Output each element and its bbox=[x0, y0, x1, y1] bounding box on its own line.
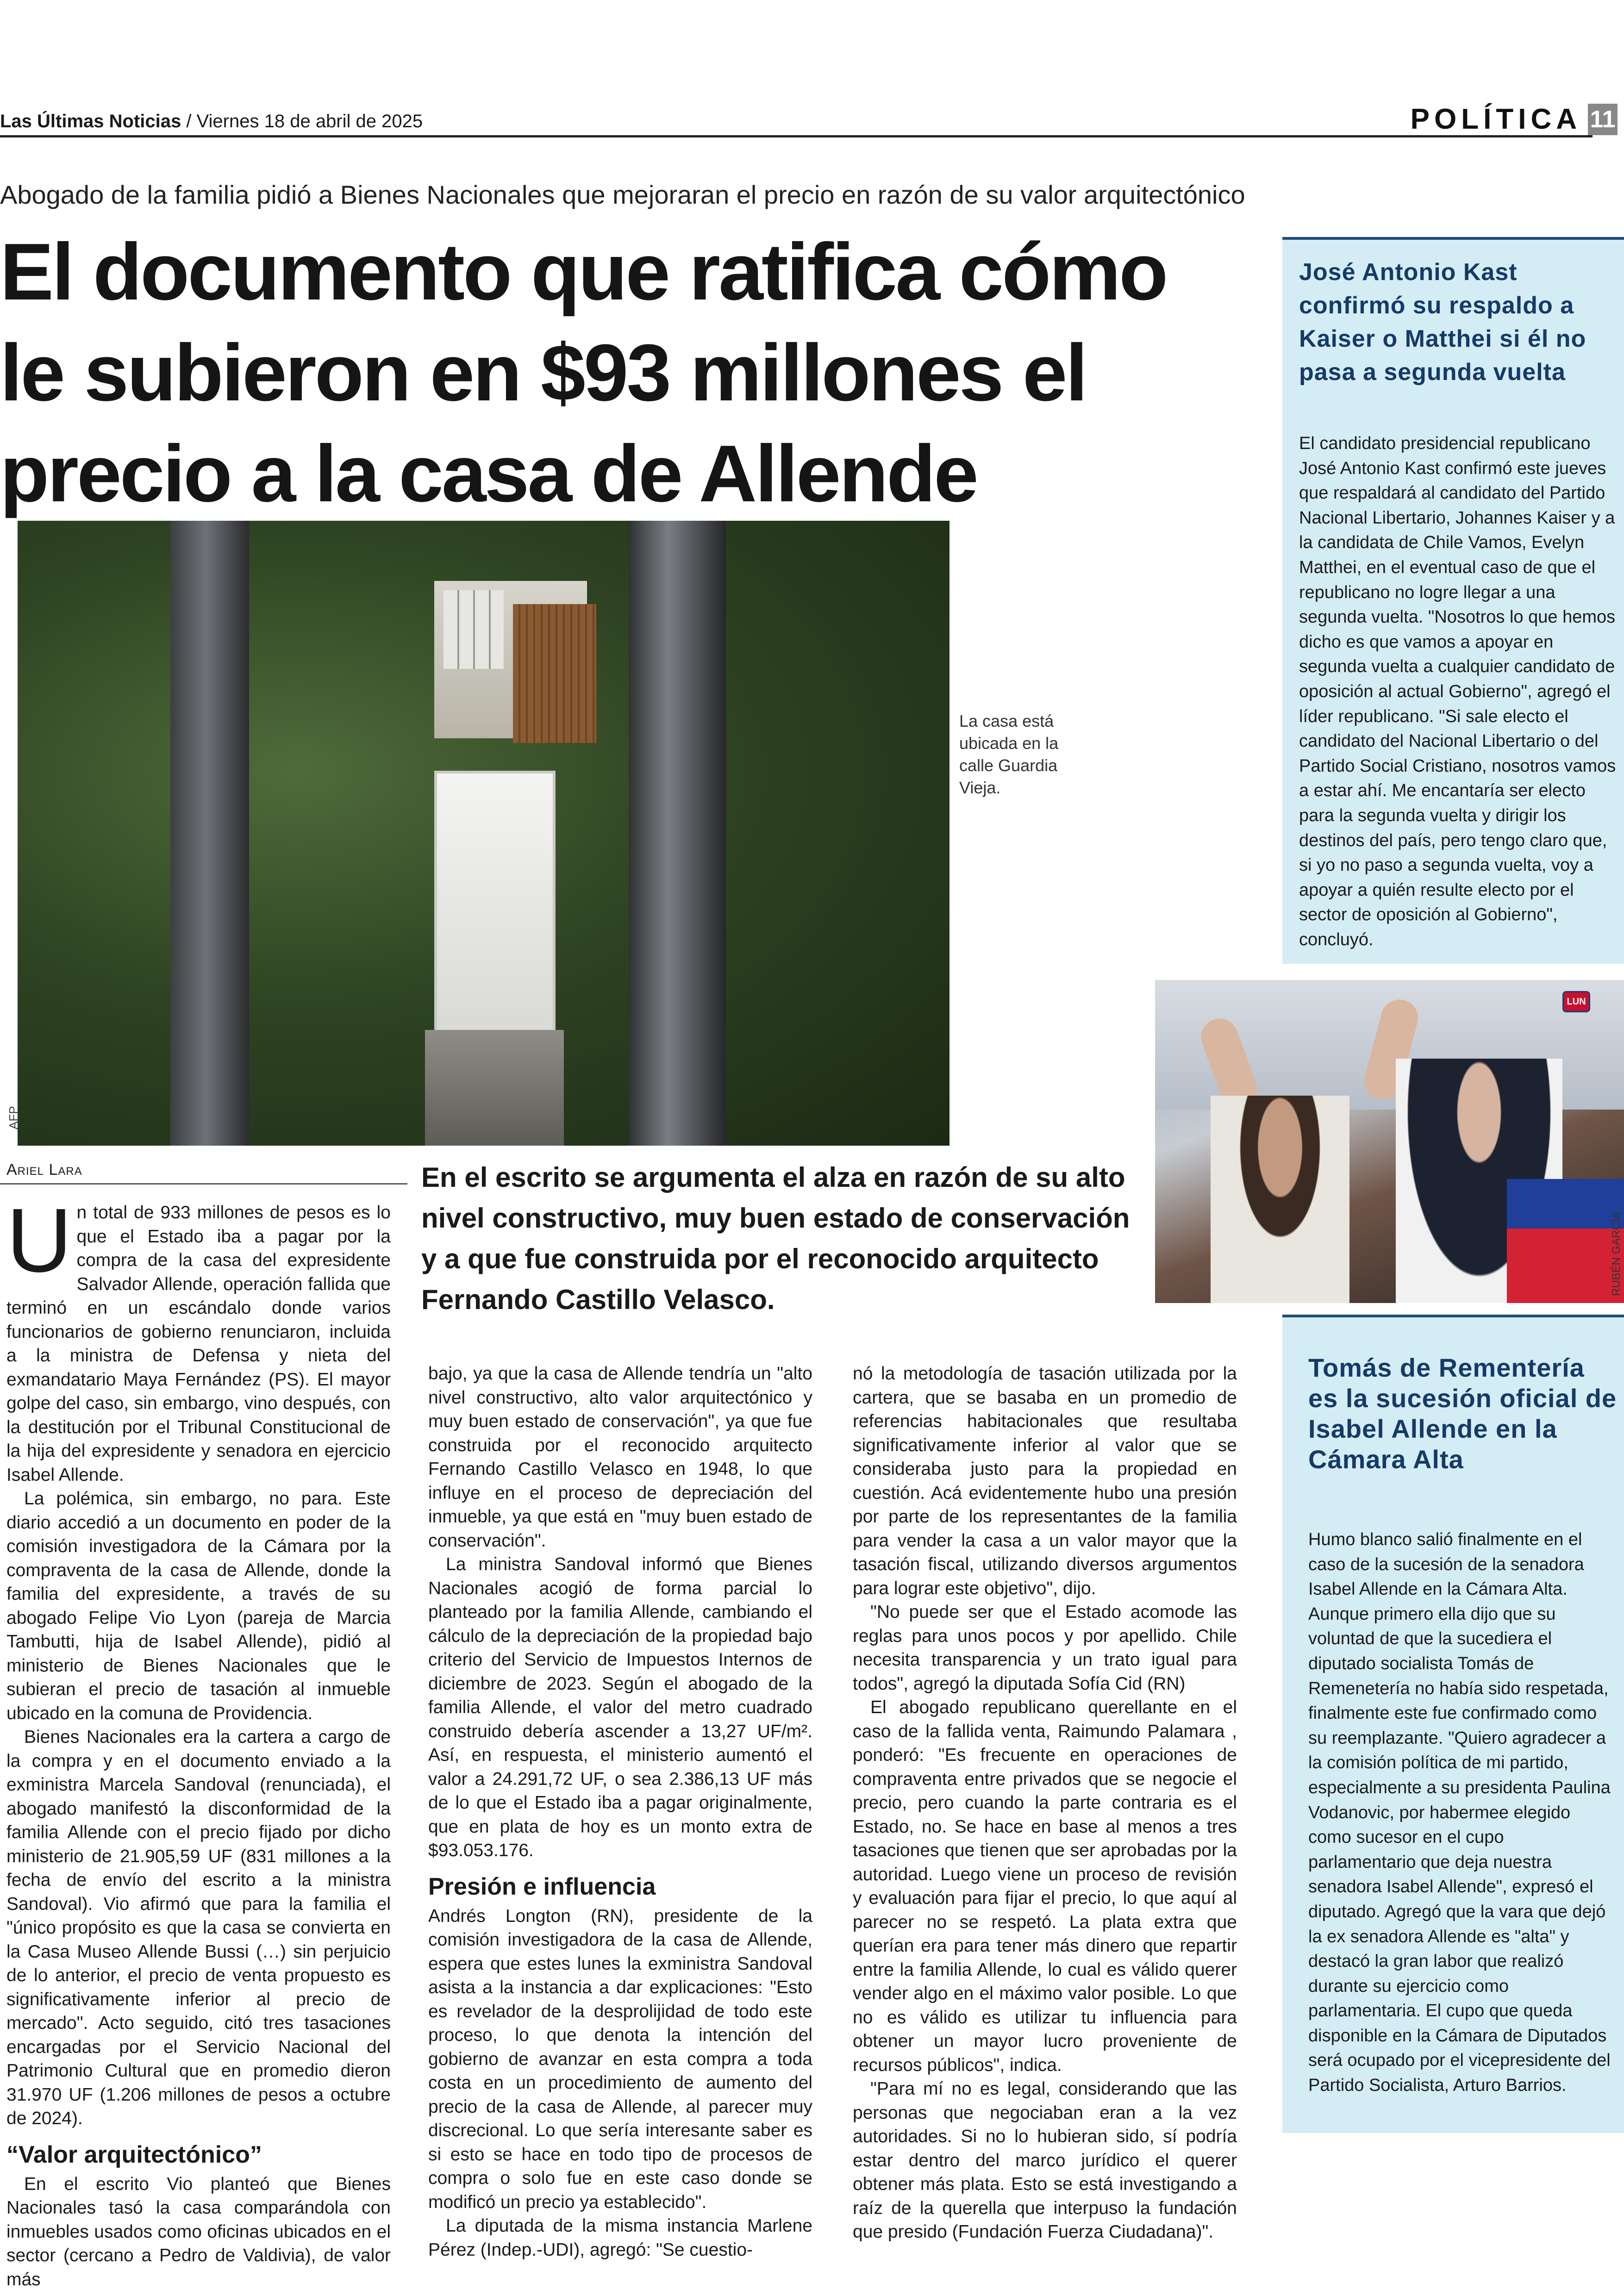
headline-line: El documento que ratifica cómo bbox=[0, 226, 1167, 317]
paragraph: Andrés Longton (RN), presidente de la comisión investigadora de la casa de Allende, espera que estes lunes la exministra Sandoval asista a la instancia a dar explicaciones: "Esto es revelador de la desprolijidad de todo este proceso, lo que denota la intención del gobierno de avanzar en esta compra a toda costa en un procedimiento de aumento del precio de la casa de Allende, al parecer muy discrecional. Lo que sería interesante saber es si esto se hace en todo tipo de procesos de compra o solo fue en este caso donde se modificó un precio ya establecido". bbox=[428, 1906, 812, 2212]
article-column-1 bbox=[6, 1190, 391, 2291]
lun-logo: LUN bbox=[1562, 991, 1590, 1012]
byline: Ariel Lara bbox=[6, 1161, 82, 1179]
sidebar-kast bbox=[1282, 237, 1624, 964]
masthead-line bbox=[0, 111, 423, 132]
paragraph: Un total de 933 millones de pesos es lo que el Estado iba a pagar por la compra de la casa del expresidente Salvador Allende, operación fallida que terminó en un escándalo donde varios funcionarios de gobierno renunciaron, incluida a la ministra de Defensa y nieta del exmandatario Maya Fernández (PS). El mayor golpe del caso, sin embargo, vino después, con la destitución por el Tribunal Constitucional de la hija del expresidente y senadora en ejercicio Isabel Allende. bbox=[6, 1190, 391, 1485]
paragraph: La polémica, sin embargo, no para. Este diario accedió a un documento en poder de la comisión investigadora de la Cámara por la compraventa de la casa de Allende, donde la familia del expresidente, a través de su abogado Felipe Vio Lyon (pareja de Marcia Tambutti, hija de Isabel Allende), pidió al ministerio de Bienes Nacionales que le subieran el precio de tasación al inmueble ubicado en la comuna de Providencia. bbox=[6, 1489, 391, 1723]
photo-caption: La casa está ubicada en la calle Guardia Vieja. bbox=[959, 711, 1059, 797]
photo-credit: RUBÉN GARCÍA bbox=[1610, 1211, 1623, 1296]
paragraph: bajo, ya que la casa de Allende tendría un "alto nivel constructivo, alto valor arquitectónico y muy buen estado de conservación", ya que fue construida por el reconocido arquitecto Fernando Castillo Velasco en 1948, lo que influye en el proceso de depreciación del inmueble, ya que está en "muy buen estado de conservación". bbox=[428, 1364, 812, 1551]
article-column-2 bbox=[428, 1362, 812, 2262]
subheading: Presión e influencia bbox=[428, 1873, 656, 1900]
publication-name: Las Últimas Noticias bbox=[0, 111, 181, 131]
photo-fence-bar bbox=[629, 521, 726, 1146]
paragraph: La ministra Sandoval informó que Bienes Nacionales acogió de forma parcial lo planteado por la familia Allende, cambiando el cálculo de la depreciación de la propiedad bajo criterio del Servicio de Impuestos Internos de diciembre de 2023. Según el abogado de la familia Allende, el valor del metro cuadrado construido debería ascender a 13,27 UF/m². Así, en respuesta, el ministerio aumentó el valor a 24.291,72 UF, o sea 2.386,13 UF más de lo que el Estado iba a pagar originalmente, que en plata de hoy es un monto extra de $93.053.176. bbox=[428, 1554, 812, 1860]
paragraph: En el escrito Vio planteó que Bienes Nacionales tasó la casa comparándola con inmuebles usados como oficinas ubicados en el sector (cercano a Pedro de Valdivia), de valor más bbox=[6, 2174, 391, 2289]
photo-white-door bbox=[434, 771, 556, 1035]
section-name: POLÍTICA bbox=[1410, 103, 1581, 135]
pull-quote: En el escrito se argumenta el alza en razón de su alto nivel constructivo, muy buen estado de conservación y a que fue construida por el reconocido arquitecto Fernando Castillo Velasco. bbox=[421, 1162, 1130, 1315]
photo-window bbox=[443, 590, 504, 669]
sidebar-body: Humo blanco salió finalmente en el caso de la sucesión de la senadora Isabel Allende en la Cámara Alta. Aunque primero ella dijo que su voluntad de que la sucediera el diputado socialista Tomás de Remenetería no había sido respetada, finalmente este fue confirmado como su reemplazante. "Quiero agradecer a la comisión política de mi partido, especialmente a su presidenta Paulina Vodanovic, por habermee elegido como sucesor en el cupo parlamentario que deja nuestra senadora Isabel Allende", expresó el diputado. Agregó que la vara que dejó la ex senadora Allende es "alta" y destacó la gran labor que realizó durante su ejercicio como parlamentaria. El cupo que queda disponible en la Cámara de Diputados será ocupado por el vicepresidente del Partido Socialista, Arturo Barrios. bbox=[1308, 1530, 1611, 2095]
article-kicker: Abogado de la familia pidió a Bienes Nacionales que mejoraran el precio en razón de su valor arquitectónico bbox=[0, 180, 1245, 209]
paragraph: Bienes Nacionales era la cartera a cargo de la compra y en el documento enviado a la exministra Marcela Sandoval (renunciada), el abogado manifestó la disconformidad de la familia Allende con el precio fijado por dicho ministerio de 21.905,59 UF (831 millones a la fecha de envío del escrito a la ministra Sandoval). Vio afirmó que para la familia el "único propósito es que la casa se convierta en la Casa Museo Allende Bussi (…) sin perjuicio de lo anterior, el precio de venta propuesto es significativamente inferior al precio de mercado". Acto seguido, citó tres tasaciones encargadas por el Servicio Nacional del Patrimonio Cultural que en promedio dieron 31.970 UF (1.206 millones de pesos a octubre de 2024). bbox=[6, 1727, 391, 2128]
rally-photo bbox=[1155, 980, 1624, 1303]
paragraph: "No puede ser que el Estado acomode las reglas para unos pocos y por apellido. Chile necesita transparencia y un trato igual para todos", agregó la diputada Sofía Cid (RN) bbox=[853, 1602, 1237, 1694]
sidebar-rementeria bbox=[1282, 1315, 1624, 2133]
headline-line: le subieron en $93 millones el bbox=[0, 327, 1086, 418]
subheading: “Valor arquitectónico” bbox=[6, 2141, 262, 2168]
issue-date: / Viernes 18 de abril de 2025 bbox=[181, 111, 423, 131]
section-header bbox=[1411, 103, 1618, 136]
byline-rule bbox=[0, 1183, 407, 1185]
paragraph: El abogado republicano querellante en el caso de la fallida venta, Raimundo Palamara , ponderó: "Es frecuente en operaciones de compraventa entre privados que se negocie el precio, pero cuando la parte contraria es el Estado, no. Se hace en base al menos a tres tasaciones que tienen que ser aprobadas por la autoridad. Luego viene un proceso de revisión y evaluación para fijar el precio, lo que aquí al parecer no se respetó. La plata extra que querían era para tener más dinero que repartir entre la familia Allende, lo cual es válido querer vender algo en el máximo valor posible. Lo que no es válido es utilizar tu influencia para obtener un mayor lucro proveniente de recursos públicos", indica. bbox=[853, 1697, 1237, 2075]
sidebar-rule bbox=[1282, 237, 1624, 240]
sidebar-title: Tomás de Rementería es la sucesión oficial de Isabel Allende en la Cámara Alta bbox=[1308, 1353, 1617, 1474]
photo-woman bbox=[1211, 1096, 1349, 1303]
drop-cap: U bbox=[6, 1190, 72, 1291]
headline-line: precio a la casa de Allende bbox=[0, 428, 977, 518]
paragraph: "Para mí no es legal, considerando que las personas que negociaban eran a la vez autoridades. Si no lo hubieran sido, sí podría estar dentro del marco jurídico el querer obtener más plata. Esto se está investigando a raíz de la querella que interpuso la fundación que presido (Fundación Fuerza Ciudadana)". bbox=[853, 2079, 1237, 2242]
sidebar-body: El candidato presidencial republicano José Antonio Kast confirmó este jueves que respaldará al candidato del Partido Nacional Libertario, Johannes Kaiser y a la candidata de Chile Vamos, Evelyn Matthei, en el eventual caso de que el republicano no logre llegar a una segunda vuelta. "Nosotros lo que hemos dicho es que vamos a apoyar en segunda vuelta a cualquier candidato de oposición al actual Gobierno", agregó el líder republicano. "Si sale electo el candidato del Nacional Libertario o del Partido Social Cristiano, nosotros vamos a estar ahí. Me encantaría ser electo para la segunda vuelta y dirigir los destinos del país, pero tengo claro que, si yo no paso a segunda vuelta, voy a apoyar a quién resulte electo por el sector de oposición al Gobierno", concluyó. bbox=[1299, 434, 1616, 949]
paragraph: nó la metodología de tasación utilizada por la cartera, que se basaba en un promedio de referencias habitacionales que resultaba significativamente inferior al valor que se consideraba justo para la propiedad en cuestión. Acá evidentemente hubo una presión por parte de los representantes de la familia para vender la casa a un valor mayor que la tasación fiscal, utilizando diversos argumentos para lograr este objetivo", dijo. bbox=[853, 1364, 1237, 1598]
article-column-3 bbox=[853, 1362, 1237, 2244]
photo-credit: AFP bbox=[6, 1106, 20, 1129]
sidebar-rule bbox=[1282, 1315, 1624, 1317]
sidebar-title: José Antonio Kast confirmó su respaldo a Kaiser o Matthei si él no pasa a segunda vuelta bbox=[1299, 259, 1587, 386]
article-headline bbox=[0, 221, 1250, 524]
photo-wood-panel bbox=[513, 604, 596, 743]
house-photo bbox=[18, 521, 949, 1146]
paragraph: La diputada de la misma instancia Marlene Pérez (Indep.-UDI), agregó: "Se cuestio- bbox=[428, 2216, 812, 2260]
page-number: 11 bbox=[1588, 104, 1618, 135]
photo-path bbox=[425, 1030, 564, 1146]
photo-fence-bar bbox=[170, 521, 249, 1146]
header-rule bbox=[0, 135, 1593, 137]
photo-chile-flag bbox=[1507, 1179, 1624, 1303]
